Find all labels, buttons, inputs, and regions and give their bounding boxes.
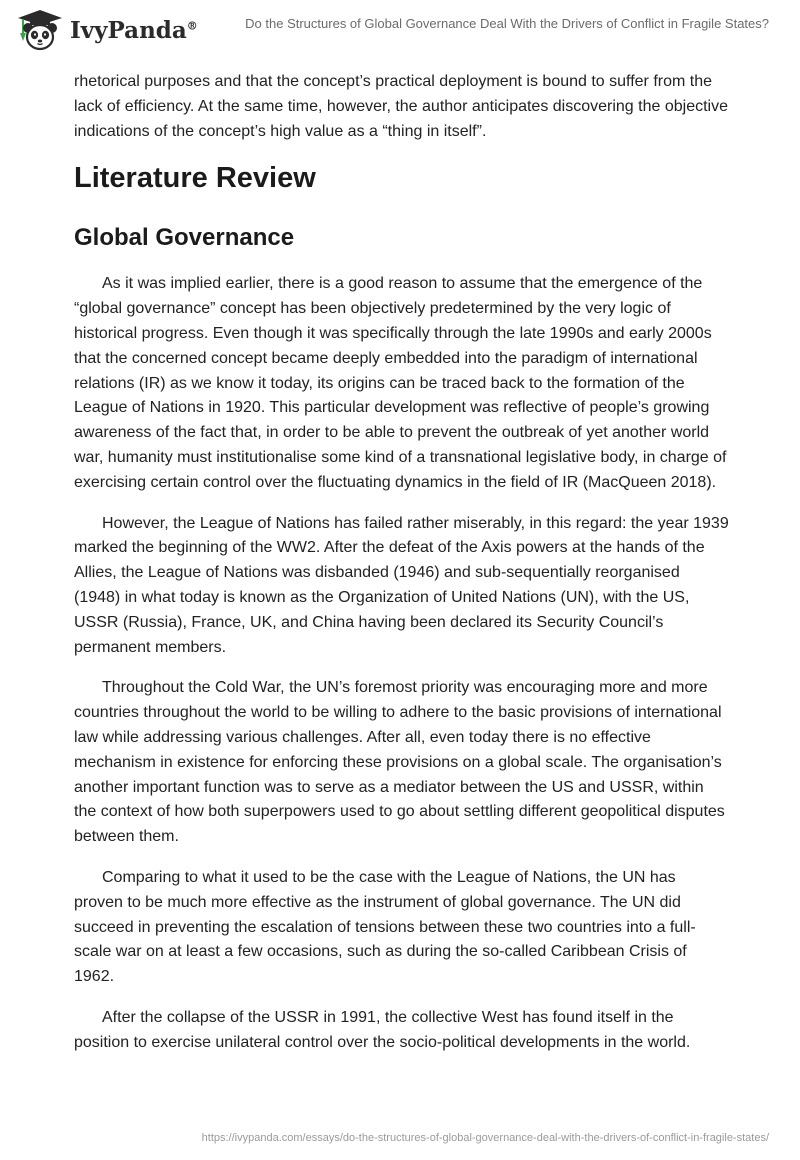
subsection-heading: Global Governance [74, 224, 295, 252]
source-url[interactable]: https://ivypanda.com/essays/do-the-structures-of-global-governance-deal-with-the-drivers-of-conflict-in-fragile-states/ [201, 1132, 769, 1144]
body-paragraph: After the collapse of the USSR in 1991, the collective West has found itself in the position to exercise unilateral control over the socio-political developments in the world. [74, 1008, 691, 1051]
document-title: Do the Structures of Global Governance Deal With the Drivers of Conflict in Fragile States? [245, 16, 769, 31]
body-paragraph: As it was implied earlier, there is a good reason to assume that the emergence of the “global governance” concept has been objectively predetermined by the very logic of historical progress. Even though it was specifically through the late 1990s and early 2000s that the concerned concept became deeply embedded into the paradigm of international relations (IR) as we know it today, its origins can be traced back to the formation of the League of Nations in 1920. This particular development was reflective of people’s growing awareness of the fact that, in order to be able to prevent the outbreak of yet another world war, humanity must institutionalise some kind of a transnational legislative body, in charge of exercising certain control over the fluctuating dynamics in the field of IR (MacQueen 2018). [74, 275, 727, 491]
brand-logo[interactable] [14, 8, 198, 52]
body-paragraph: However, the League of Nations has failed rather miserably, in this regard: the year 1939 marked the beginning of the WW2. After the defeat of the Axis powers at the hands of the Allies, the League of Nations was disbanded (1946) and sub-sequentially reorganised (1948) in what today is known as the Organization of United Nations (UN), with the US, USSR (Russia), France, UK, and China having been declared its Security Council’s permanent members. [74, 514, 729, 656]
brand-name: IvyPanda® [70, 16, 198, 44]
body-paragraph: Comparing to what it used to be the case with the League of Nations, the UN has proven to be much more effective as the instrument of global governance. The UN did succeed in preventing the escalation of tensions between these two countries into a full-scale war on at least a few occasions, such as during the so-called Caribbean Crisis of 1962. [74, 868, 696, 986]
section-heading: Literature Review [74, 162, 316, 195]
intro-paragraph: rhetorical purposes and that the concept’s practical deployment is bound to suffer from the lack of efficiency. At the same time, however, the author anticipates discovering the objective indications of the concept’s high value as a “thing in itself”. [74, 73, 728, 140]
article-body [74, 70, 729, 1072]
body-paragraph: Throughout the Cold War, the UN’s foremost priority was encouraging more and more countries throughout the world to be willing to adhere to the basic provisions of international law while addressing various challenges. After all, even today there is no effective mechanism in existence for enforcing these provisions on a global scale. The organisation’s another important function was to serve as a mediator between the US and USSR, within the context of how both superpowers used to go about settling different geopolitical disputes between them. [74, 679, 725, 846]
panda-graduate-icon [14, 8, 66, 52]
page-header [0, 0, 800, 60]
